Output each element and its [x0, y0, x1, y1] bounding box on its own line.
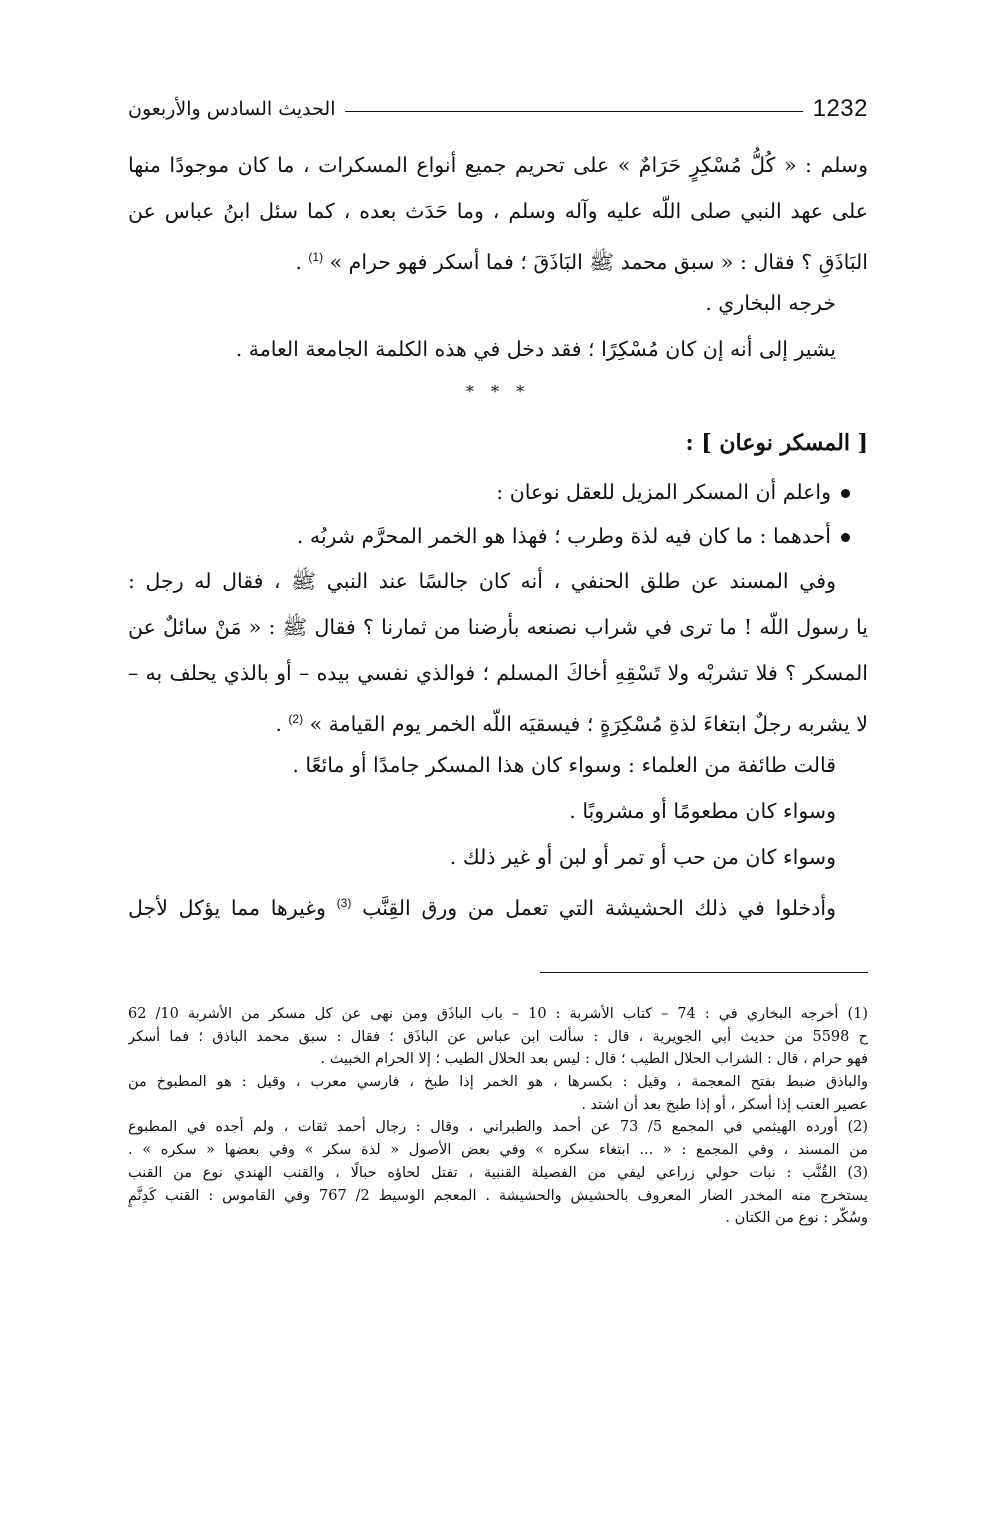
footnote-line: فهو حرام ، قال : الشراب الحلال الطيب ؛ قال : ليس بعد الحلال الطيب ؛ إلا الحرام الخبيث .: [320, 1051, 868, 1068]
footnote-marker: (1): [308, 250, 324, 264]
page-header: [128, 92, 868, 126]
main-text: [128, 142, 868, 926]
text-line: لا يشربه رجلٌ ابتغاءَ لذةِ مُسْكِرَةٍ ؛ فيسقيَه اللّه الخمر يوم القيامة » $^{(2)}$ .: [275, 711, 868, 736]
footnote-separator: [540, 972, 868, 973]
text-line: خرجه البخاري .: [705, 291, 836, 315]
footnote-line: (3) القُنَّب : نبات حولي زراعي ليفي من الفصيلة القنبية ، تفتل لحاؤه حبالًا ، والقنب الهندي نوع من القنب: [128, 1164, 868, 1181]
text-line: قالت طائفة من العلماء : وسواء كان هذا المسكر جامدًا أو مائعًا .: [292, 753, 836, 777]
text-line: وأدخلوا في ذلك الحشيشة التي تعمل من ورق القِنَّب $^{(3)}$ وغيرها مما يؤكل لأجل: [128, 895, 836, 920]
footnote-line: (1) أخرجه البخاري في : 74 – كتاب الأشربة : 10 – باب الباذَق ومن نهى عن كل مسكر من الأشربة 10/ 62: [128, 1006, 868, 1022]
bullet-item: واعلم أن المسكر المزيل للعقل نوعان :: [128, 470, 868, 514]
footnote-line: ح 5598 من حديث أبي الجويرية ، قال : سألت ابن عباس عن الباذَق ؛ فقال : سبق محمد الباذق ؛ فما أسكر: [128, 1028, 868, 1045]
section-heading: [ المسكر نوعان ] :: [685, 430, 868, 456]
text-line: المسكر ؟ فلا تشربْه ولا تَسْقِهِ أخاكَ المسلم ؛ فوالذي نفسي بيده – أو بالذي يحلف به –: [128, 661, 868, 685]
text-line: يا رسول اللّه ! ما ترى في شراب نصنعه بأرضنا من ثمارنا ؟ فقال ﷺ : « مَنْ سائلٌ عن: [128, 615, 868, 639]
text-line: وسواء كان من حب أو تمر أو لبن أو غير ذلك .: [449, 845, 836, 869]
text-line: البَاذَقِ ؟ فقال : « سبق محمد ﷺ البَاذَقَ ؛ فما أسكر فهو حرام » $^{(1)}$ .: [295, 249, 868, 274]
section-separator: * * *: [465, 382, 531, 401]
footnote-marker: (3): [336, 896, 352, 910]
footnote-marker: (2): [288, 712, 304, 726]
footnote-line: يستخرج منه المخدر الضار المعروف بالحشيش والحشيشة . المعجم الوسيط 2/ 767 وفي القاموس : القنب كَدِنَّمٍ: [128, 1187, 868, 1204]
text-line: يشير إلى أنه إن كان مُسْكِرًا ؛ فقد دخل في هذه الكلمة الجامعة العامة .: [235, 337, 836, 361]
footnotes: [128, 1003, 868, 1230]
bullet-icon: [841, 533, 850, 542]
footnote-line: والباذق ضبط بفتح المعجمة ، وقيل : بكسرها ، هو الخمر إذا طبخ ، فارسي معرب ، وقيل : هو المطبوخ من: [128, 1074, 868, 1091]
footnote-line: من المسند ، وفي المجمع : « ... ابتغاء سكره » وفي بعض الأصول « لذة سكر » وفي بعضها « سكره » .: [128, 1142, 868, 1159]
header-rule: [345, 111, 802, 112]
text-line: وسواء كان مطعومًا أو مشروبًا .: [569, 799, 836, 823]
text-line: على عهد النبي صلى اللّه عليه وآله وسلم ، وما حَدَث بعده ، كما سئل ابنُ عباس عن: [128, 199, 868, 223]
text-line: وفي المسند عن طلق الحنفي ، أنه كان جالسًا عند النبي ﷺ ، فقال له رجل :: [128, 569, 836, 593]
footnote-line: (2) أورده الهيثمي في المجمع 5/ 73 عن أحمد والطبراني ، وقال : رجال أحمد ثقات ، ولم أجده في المطبوع: [128, 1119, 868, 1136]
page-number: 1232: [812, 95, 868, 122]
bullet-item: أحدهما : ما كان فيه لذة وطرب ؛ فهذا هو الخمر المحرَّم شربُه .: [128, 514, 868, 558]
running-title: الحديث السادس والأربعون: [128, 98, 336, 120]
bullet-icon: [841, 489, 850, 498]
text-line: وسلم : « كُلُّ مُسْكِرٍ حَرَامٌ » على تحريم جميع أنواع المسكرات ، ما كان موجودًا منها: [128, 153, 868, 177]
footnote-line: عصير العنب إذا أسكر ، أو إذا طبخ بعد أن اشتد .: [581, 1096, 868, 1113]
footnote-line: وسُكَّر : نوع من الكتان .: [725, 1210, 868, 1227]
